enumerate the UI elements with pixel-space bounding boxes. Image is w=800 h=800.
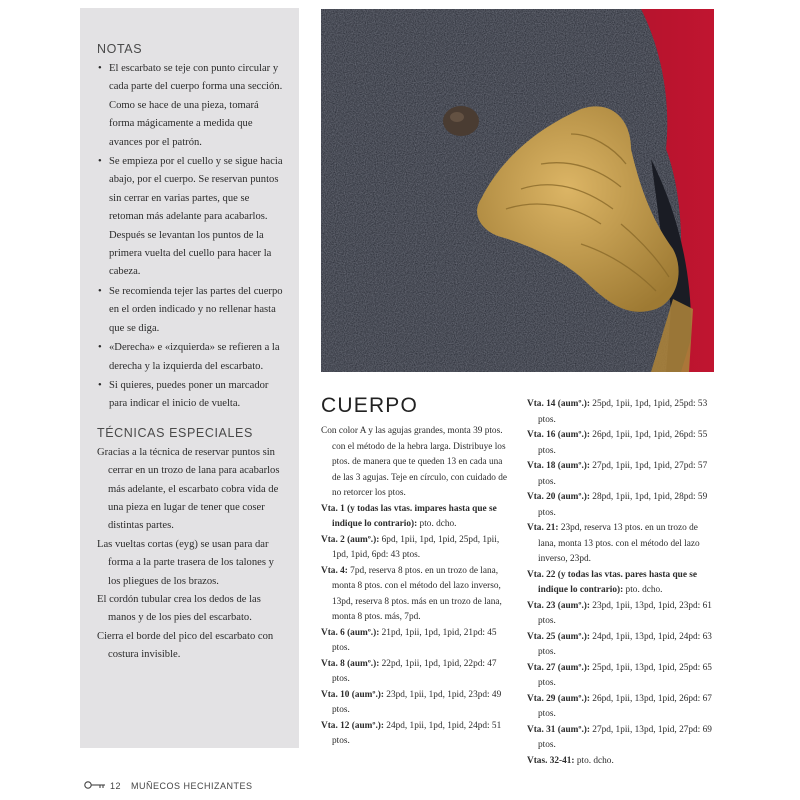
row-heading: Vta. 31 (aumº.): [527, 724, 590, 735]
notas-heading: NOTAS [97, 42, 143, 56]
row-text: pto. dcho. [417, 519, 457, 529]
row-heading: Vta. 27 (aumº.): [527, 662, 590, 673]
row-heading: Vta. 23 (aumº.): [527, 600, 590, 611]
notes-list [97, 60, 285, 414]
pattern-row [321, 719, 509, 750]
pattern-row [527, 459, 715, 490]
pattern-row [321, 688, 509, 719]
row-heading: Vta. 20 (aumº.): [527, 492, 590, 502]
row-heading: Vta. 2 (aumº.): [321, 534, 380, 545]
pattern-row [527, 521, 715, 568]
section-title: CUERPO [321, 394, 419, 417]
row-heading: Vta. 22 (y todas las vtas. pares hasta que se indique lo contrario): [527, 569, 698, 595]
row-heading: Vta. 1 (y todas las vtas. impares hasta que se indique lo contrario): [321, 503, 497, 529]
page-number: 12 [110, 781, 122, 791]
row-heading: Vta. 8 (aumº.): [321, 658, 380, 669]
note-item: • Se empieza por el cuello y se sigue hacia abajo, por el cuerpo. Se reservan puntos sin cerrar en varias partes, que se retoman más adelante para acabarlos. Después se levantan los puntos de la primera vuelta del cuello para hacer la cabeza. [97, 153, 285, 282]
pattern-row [527, 428, 715, 459]
row-text: 21pd, 1pii, 1pd, 1pid, 21pd: 45 ptos. [332, 627, 497, 653]
row-heading: Vta. 25 (aumº.): [527, 631, 590, 642]
pattern-row [321, 533, 509, 564]
note-item: • «Derecha» e «izquierda» se refieren a la derecha y la izquierda del escarbato. [97, 339, 285, 376]
row-text: 7pd, reserva 8 ptos. en un trozo de lana, monta 8 ptos. con el método del lazo inverso, 13pd, reserva 8 ptos. más en un trozo de lana, monta 8 ptos. más, 7pd. [332, 565, 502, 622]
row-text: Con color A y las agujas grandes, monta 39 ptos. con el método de la hebra larga. Distribuye los ptos. de manera que te queden 13 en cada una de las 3 agujas. Teje en círculo, con cuidado de no retorcer los ptos. [321, 426, 507, 498]
row-heading: Vta. 10 (aumº.): [321, 689, 384, 700]
row-heading: Vta. 6 (aumº.): [321, 627, 380, 638]
row-text: 25pd, 1pii, 13pd, 1pid, 25pd: 65 ptos. [538, 662, 712, 688]
row-text: 6pd, 1pii, 1pd, 1pid, 25pd, 1pii, 1pd, 1pid, 6pd: 43 ptos. [332, 534, 500, 560]
note-item: • El escarbato se teje con punto circular y cada parte del cuerpo forma una sección. Como se hace de una pieza, tomará forma mágicamente a medida que avances por el patrón. [97, 60, 285, 152]
note-item: • Si quieres, puedes poner un marcador para indicar el inicio de vuelta. [97, 377, 285, 414]
tecnicas-heading: TÉCNICAS ESPECIALES [97, 425, 253, 440]
row-heading: Vta. 4: [321, 565, 348, 576]
pattern-row [321, 564, 509, 626]
row-text: 22pd, 1pii, 1pd, 1pid, 22pd: 47 ptos. [332, 658, 497, 684]
pattern-column-2 [527, 397, 715, 769]
pattern-row [527, 397, 715, 428]
row-text: 26pd, 1pii, 1pd, 1pid, 26pd: 55 ptos. [538, 430, 708, 456]
notes-sidebar [80, 8, 299, 748]
pattern-row [527, 692, 715, 723]
row-text: pto. dcho. [623, 585, 663, 595]
row-text: 25pd, 1pii, 1pd, 1pid, 25pd: 53 ptos. [538, 399, 708, 425]
page-footer [84, 780, 253, 792]
row-text: 28pd, 1pii, 1pd, 1pid, 28pd: 59 ptos. [538, 492, 708, 518]
note-item: • Se recomienda tejer las partes del cuerpo en el orden indicado y no rellenar hasta que se diga. [97, 283, 285, 338]
row-text: pto. dcho. [574, 755, 614, 766]
row-text: 27pd, 1pii, 13pd, 1pid, 27pd: 69 ptos. [538, 724, 712, 750]
pattern-row [321, 502, 509, 533]
technique-paragraph: El cordón tubular crea los dedos de las manos y de los pies del escarbato. [97, 593, 261, 624]
pattern-row [527, 754, 715, 770]
pattern-row [527, 490, 715, 521]
pattern-row [321, 424, 509, 502]
row-heading: Vta. 18 (aumº.): [527, 461, 590, 471]
row-heading: Vta. 29 (aumº.): [527, 693, 590, 704]
row-text: 26pd, 1pii, 13pd, 1pid, 26pd: 67 ptos. [538, 693, 712, 719]
key-ornament-icon [84, 780, 106, 792]
pattern-row [527, 630, 715, 661]
pattern-row [321, 657, 509, 688]
row-text: 23pd, reserva 13 ptos. en un trozo de lana, monta 13 ptos. con el método del lazo inverso, 23pd. [538, 523, 700, 564]
technique-paragraph: Las vueltas cortas (eyg) se usan para dar forma a la parte trasera de los talones y los pliegues de los brazos. [97, 538, 274, 587]
book-title: MUÑECOS HECHIZANTES [131, 781, 253, 791]
row-text: 23pd, 1pii, 13pd, 1pid, 23pd: 61 ptos. [538, 600, 712, 626]
row-text: 24pd, 1pii, 13pd, 1pid, 24pd: 63 ptos. [538, 631, 712, 657]
niffler-photo [321, 9, 714, 372]
pattern-column-1 [321, 424, 509, 750]
row-heading: Vta. 12 (aumº.): [321, 720, 384, 731]
row-text: 23pd, 1pii, 1pd, 1pid, 23pd: 49 ptos. [332, 689, 502, 715]
pattern-row [321, 626, 509, 657]
row-text: 24pd, 1pii, 1pd, 1pid, 24pd: 51 ptos. [332, 720, 502, 746]
pattern-row [527, 599, 715, 630]
row-heading: Vta. 21: [527, 523, 559, 533]
row-heading: Vta. 16 (aumº.): [527, 430, 590, 440]
niffler-photo-illustration [321, 9, 714, 372]
row-text: 27pd, 1pii, 1pd, 1pid, 27pd: 57 ptos. [538, 461, 708, 487]
pattern-row [527, 661, 715, 692]
pattern-row [527, 723, 715, 754]
technique-paragraph: Cierra el borde del pico del escarbato con costura invisible. [97, 630, 274, 661]
row-heading: Vta. 14 (aumº.): [527, 399, 590, 409]
technique-paragraph: Gracias a la técnica de reservar puntos sin cerrar en un trozo de lana para acabarlos más adelante, el escarbato cobra vida de una pieza en lugar de tener que coser distintas partes. [97, 446, 280, 532]
row-heading: Vtas. 32-41: [527, 755, 575, 766]
pattern-row [527, 568, 715, 599]
